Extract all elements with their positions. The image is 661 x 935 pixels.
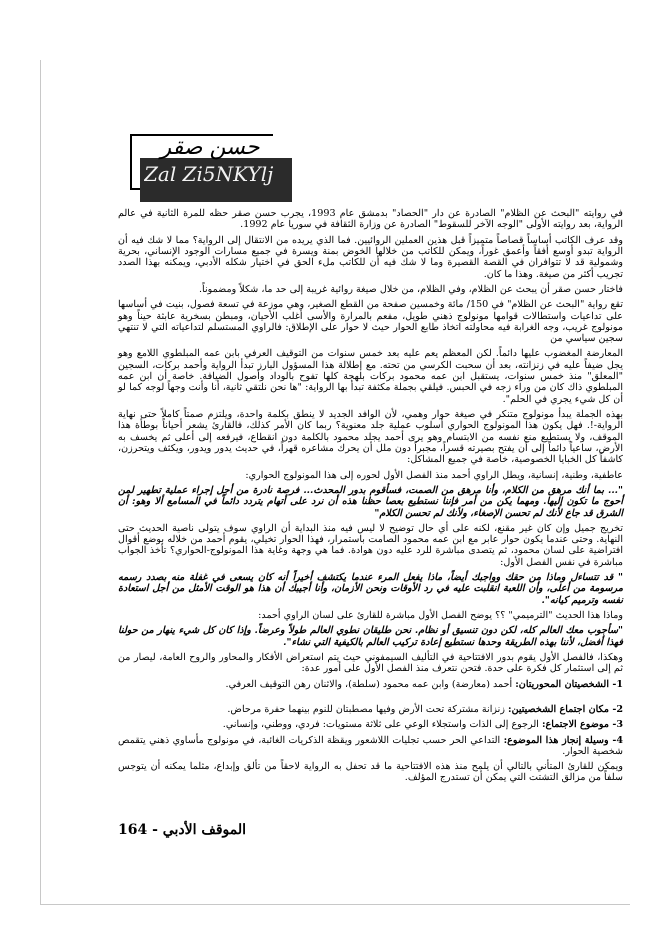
list-item-text: زنزانة مشتركة تحت الأرض وفيها مصطبتان للنوم بينهما حفرة مرحاض. [227, 703, 505, 715]
author-name-latin: Zal Zi5NKYlj [144, 162, 274, 186]
list-item-text: أحمد (معارضة) وابن عمه محمود (سلطة)، والاثنان رهن التوقيف العرفي. [225, 678, 513, 690]
paragraph-11: ويمكن للقارئ المتأني بالتالي أن يلمح منذ هذه الافتتاحية ما قد تحفل به الرواية لاحقاً من تألق وإبداع، مثلما يمكنه أن يتوجس سلفاً من مزالق التشتت التي يمكن أن تستدرج المؤلف. [118, 761, 623, 784]
list-item-label: 3- موضوع الاجتماع: [542, 719, 623, 731]
list-item [118, 679, 623, 690]
author-name: حسن صقر [160, 135, 260, 160]
list-item-label: 4- وسيلة إنجاز هذا الموضوع: [503, 734, 623, 746]
list-item [118, 735, 623, 758]
page-footer: الموقف الأدبي - 164 [118, 822, 247, 838]
paragraph-4: تقع رواية "البحث عن الظلام" في 150/ مائة وخمسين صفحة من القطع الصغير، وهي موزعة في تسعة فصول، بنيت في أساسها على تداعيات واستطالات قوامها مونولوج ذهني طويل، مفعم بالمرارة والأسى أغلب الأحيان، ومبطن بسخرية عابثة حيناً وهو مونولوج غريب، وجه الغرابة فيه محاولته اتخاذ طابع الحوار حيث لا حوار على الإطلاق: فالراوي المستسلم لتداعياته التي لا تنتهي سجين سياسي من [118, 299, 623, 345]
quote-3: "سأجوب معك العالم كله، لكن دون تنسيق أو نظام. نحن طليقان نطوي العالم طولاً وعرضاً. وإذا كان كل شيء ينهار من حولنا فهذا أفضل، لأننا بهذه الطريقة وحدها نستطيع إعادة تركيب العالم بالكيفية التي نشاء". [118, 625, 623, 648]
list-item-text: التداعي الحر حسب تجليات اللاشعور ويقظة الذكريات الغائبة، في مونولوج مأساوي ذهني يتقمص شخصية الحوار. [118, 734, 623, 757]
paragraph-1: في روايته "البحث عن الظلام" الصادرة عن دار "الحصاد" بدمشق عام 1993، يجرب حسن صقر حظه للمرة الثانية في عالم الرواية، بعد روايته الأولى "الوجه الآخر للسقوط" الصادرة عن وزارة الثقافة في سوريا عام 1992. [118, 208, 623, 231]
list-item-text: الرجوع إلى الذات واستجلاء الوعي على ثلاثة مستويات: فردي، ووطني، وإنساني. [222, 719, 539, 731]
article-body [118, 208, 623, 788]
list-item-label: 2- مكان اجتماع الشخصيتين: [508, 703, 623, 715]
list-item [118, 719, 623, 730]
paragraph-5: المعارضة المغضوب عليها دائماً. لكن المعظم يعم عليه بعد خمس سنوات من التوقيف العرفي بابن عمه المبلطوي اللامع وهو يجل ضيفاً عليه في زنزانته، بعد أن سحبت الكرسي من تحته. مع إطلالة هذا المسؤول البارز تبدأ الرواية وأحمد بركات، السجين "المعلق" منذ خمس سنوات، يستقبل ابن عمه محمود بركات بلهجة كلها تفوح بالوداد وأصول الضيافة. خاصة أن ابن عمه المبلطوي ذاك كان من وراء زجه في الحبس. فيلقي بجملة مكثفة تبدأ بها الرواية: "ها نحن نلتقي ثانية، أنا وأنت وجهاً لوجه كما لو أن كل شيء يجري في الحلم". [118, 348, 623, 405]
paragraph-7: عاطفية، وطنية، إنسانية، ويطل الراوي أحمد منذ الفصل الأول لحوره إلى هذا المونولوج الحواري: [245, 469, 623, 481]
list-item-label: 1- الشخصيتان المحوريتان: [515, 678, 623, 690]
paragraph-9: وماذا هذا الحديث "الترميمي" ؟؟ يوضح الفصل الأول مباشرة للقارئ على لسان الراوي أحمد: [258, 610, 623, 621]
paragraph-2: وقد عرف الكاتب أساساً قصاصاً متميزاً قبل هذين العملين الروائيين. فما الذي يريده من الانتقال إلى الرواية؟ مما لا شك فيه أن الرواية تبدو أوسع أفقاً وأعمق غوراً، ويمكن للكاتب من خلالها الخوض بمنة ويسرة في جميع مسارات الوجود الإنساني، بحرية وشمولية قد لا تتوافران في القصة القصيرة وما لا شك فيه أن للكاتب ملء الحق في اختيار شكله الأدبي، ويمكنه بهذا الصدد تجريب أكثر من صيغة. وهذا ما كان. [118, 234, 623, 280]
paragraph-8: تخريج جميل وإن كان غير مقنع، لكنه على أي حال توضيح لا ليس فيه منذ البداية أن الراوي سوف يتولى ناصية الحديث حتى النهاية. وحتى عندما يكون حوار عابر مع ابن عمه محمود الصامت باستمرار، فهذا الحوار تخيلي، يقوم أحمد من خلاله بوضع أقوال افتراضية على لسان محمود، ثم يتصدى مباشرة للرد عليه دون هوادة. فما هي وجهة وغاية هذا المونولوج-الحواري؟ تأخذ الجواب مباشرة في نفس الفصل الأول: [118, 522, 623, 568]
paragraph-3: فاختار حسن صقر أن يبحث عن الظلام، وفي الظلام، من خلال صيغة روائية غريبة إلى حد ما، شكلاً ومضموناً. [199, 283, 623, 295]
paragraph-6: بهذه الجملة يبدأ مونولوج متنكر في صيغة حوار وهمي، لأن الوافد الجديد لا ينطق بكلمة واحدة، ويلتزم صمتاً كاملاً حتى نهاية الرواية-!. فهل يكون هذا المونولوج الحواري أسلوب عملية جلد معنوية؟ ربما كان الأمر كذلك، فالقارئ يشعر أحياناً بوطأة هذا الموقف، ولا يستطيع منع نفسه من الابتسام وهو يرى أحمد يجلد محمود بالكلمة دون انقطاع، فيرفعه إلى أعلى ثم يخسف به الأرض، ساعياً دائماً إلى أن يفتح بصيرته قسراً، مجبراً دون ملل أن يحرك مشاعره قهراً، في حديث يدور ويدور، ويكثف ويتحرزن، كاشفاً كل الخبايا الخصوصية، خاصة في جميع المشاكل: [118, 409, 623, 466]
paragraph-10: وهكذا، فالفصل الأول يقوم بدور الافتتاحية في التأليف السيمفوني حيث يتم استعراض الأفكار والمحاور والروح العامة، ليصار من ثم إلى استثمار كل فكرة على حدة. فتحن نتعرف منذ الفصل الأول على أمور عدة: [118, 651, 623, 675]
quote-1: "... بما أنك مرهق من الكلام، وأنا مرهق من الصمت، فسأقوم بدور المحدث... فرصة نادرة من أجل إجراء عملية تطهير لمن أحوج ما تكون إليها. ومهما يكن من أمر فإننا نستطيع بعصا حظنا هذه أن نرد على أتهام يتردد دائماً في المسامع ألا وهو: أن الشرق قد جاع لأنك لم تحسن الإصغاء، ولأنك لم تحسن الكلام" [118, 484, 623, 519]
page-frame-left [40, 60, 41, 905]
quote-2: " قد تتساءل وماذا من حقك وواجبك أيضاً، ماذا يفعل المرء عندما يكتشف أخيراً أنه كان يسعى في غفلة منه بصدد رسمه مرسومة من أعلى، وأن اللعبة انقلبت عليه في رد الأوقات ونحن الأزمان، وأنا أجيبك أن هذا هو الوقت الأمثل من أجل استعادة نفسه وترميم كيانه". [118, 572, 623, 606]
list-item [118, 704, 623, 715]
page-frame-bottom [40, 904, 630, 905]
